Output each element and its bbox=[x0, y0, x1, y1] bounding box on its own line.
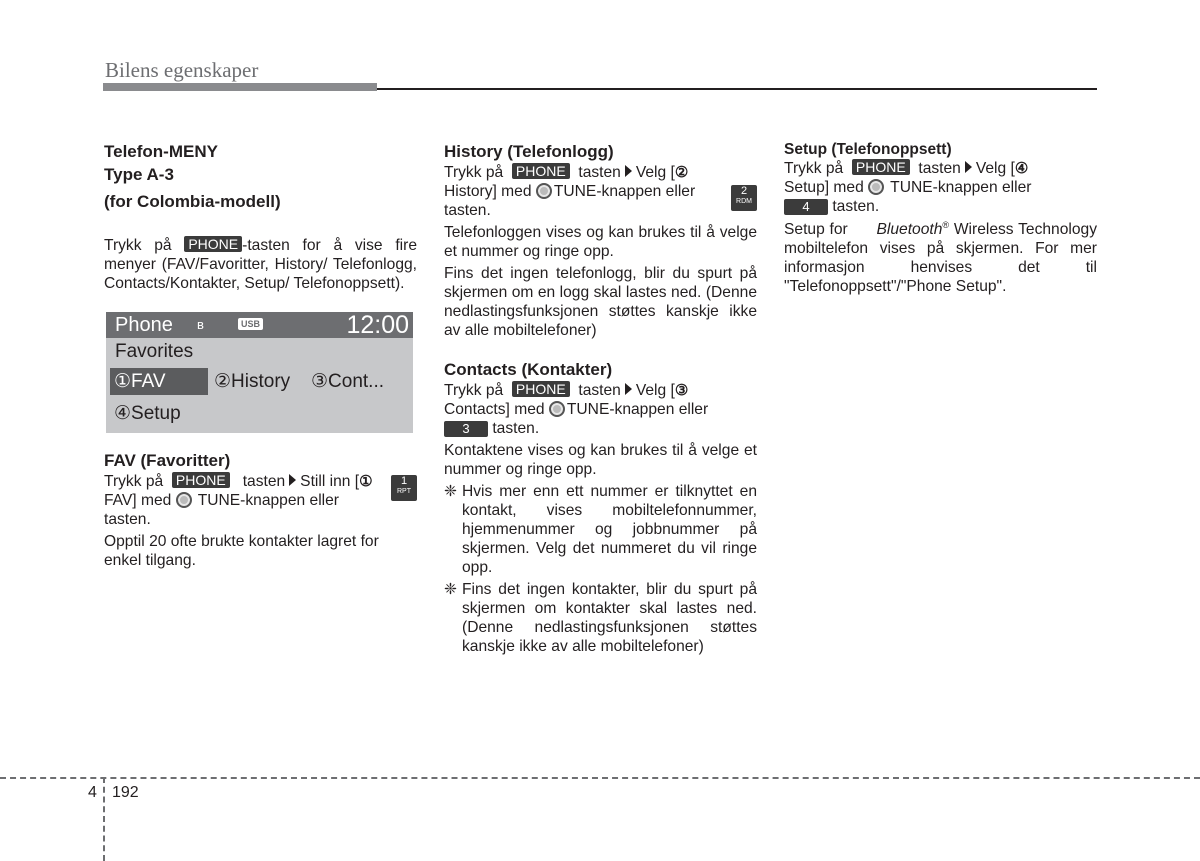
note-mark-icon: ❈ bbox=[444, 483, 458, 500]
fav-paragraph bbox=[104, 472, 417, 529]
intro-text-post: -tasten for å vise fire menyer (FAV/Favoritter, History/ Telefonlogg, Contacts/Kontakter, Setup/ Telefonoppsett). bbox=[104, 237, 417, 292]
fav-text-1: Trykk på bbox=[104, 473, 164, 490]
screen-menu-contacts: ③Cont... bbox=[311, 371, 385, 392]
page-number: 192 bbox=[112, 784, 139, 801]
chapter-number: 4 bbox=[88, 784, 97, 801]
fav-text-6: tasten. bbox=[104, 511, 151, 528]
arrow-right-icon bbox=[625, 165, 632, 177]
bluetooth-icon: ʙ bbox=[197, 317, 204, 332]
phone-key-icon: PHONE bbox=[512, 381, 570, 397]
section-heading-telefon-meny: Telefon-MENY bbox=[104, 142, 218, 161]
setup-text-5: TUNE-knappen eller bbox=[890, 179, 1032, 196]
fav-text-2: tasten bbox=[242, 473, 286, 490]
circled-number-icon: ② bbox=[674, 164, 689, 181]
registered-mark: ® bbox=[942, 220, 950, 230]
phone-key-icon: PHONE bbox=[852, 159, 910, 175]
tune-knob-icon bbox=[868, 179, 884, 195]
setup-text-7d: Wireless Technology mobiltelefon vises på skjermen. For mer informasjon henvises det til "Telefonoppsett"/"Phone Setup". bbox=[784, 221, 1098, 296]
note-text-2: Fins det ingen kontakter, blir du spurt på skjermen om kontakter skal lastes ned. (Denne nedlastingsfunksjonen støttes kanskje ikke av alle mobiltelefoner) bbox=[462, 581, 757, 655]
history-text-3: Velg [ bbox=[635, 164, 675, 181]
history-text-4: History] med bbox=[444, 183, 532, 200]
setup-text-1: Trykk på bbox=[784, 160, 844, 177]
phone-key-icon: PHONE bbox=[172, 472, 230, 488]
fav-text-4: FAV] med bbox=[104, 492, 172, 509]
fav-description: Opptil 20 ofte brukte kontakter lagret for enkel tilgang. bbox=[104, 533, 379, 569]
history-text-2: tasten bbox=[578, 164, 621, 181]
history-paragraph bbox=[444, 163, 757, 220]
intro-text-pre: Trykk på bbox=[104, 237, 172, 254]
contacts-text-1: Trykk på bbox=[444, 382, 504, 399]
setup-text-6: tasten. bbox=[832, 198, 880, 215]
tune-knob-icon bbox=[549, 401, 565, 417]
history-description-1: Telefonloggen vises og kan brukes til å velge et nummer og ringe opp. bbox=[444, 224, 757, 260]
rdm-button-icon bbox=[731, 185, 757, 211]
section-heading-history: History (Telefonlogg) bbox=[444, 142, 614, 161]
page-header-title: Bilens egenskaper bbox=[105, 58, 259, 82]
rpt-button-label: RPT bbox=[397, 488, 411, 495]
circled-number-icon: ③ bbox=[674, 382, 689, 399]
phone-key-icon: PHONE bbox=[184, 236, 242, 252]
arrow-right-icon bbox=[965, 161, 972, 173]
setup-text-7a: Setup for bbox=[784, 221, 848, 239]
tune-knob-icon bbox=[176, 492, 192, 508]
history-text-5: TUNE-knappen eller bbox=[553, 183, 696, 200]
footer-dashed-vertical bbox=[103, 777, 105, 861]
contacts-text-4: Contacts] med bbox=[444, 401, 545, 418]
rpt-button-number: 1 bbox=[400, 475, 408, 487]
header-rule bbox=[377, 88, 1097, 90]
key-4-icon: 4 bbox=[784, 199, 828, 215]
rdm-button-label: RDM bbox=[736, 198, 752, 205]
screen-menu-history: ②History bbox=[214, 371, 291, 392]
setup-text-4: Setup] med bbox=[784, 179, 864, 196]
arrow-right-icon bbox=[289, 474, 296, 486]
contacts-text-5: TUNE-knappen eller bbox=[566, 401, 709, 418]
setup-description bbox=[784, 216, 1097, 296]
setup-paragraph bbox=[784, 159, 1097, 216]
contacts-text-2: tasten bbox=[578, 382, 621, 399]
section-heading-fav: FAV (Favoritter) bbox=[104, 451, 231, 470]
screen-menu-label: Favorites bbox=[115, 341, 194, 362]
column-1 bbox=[104, 140, 417, 570]
phone-key-icon: PHONE bbox=[512, 163, 570, 179]
history-description-2: Fins det ingen telefonlogg, blir du spurt på skjermen om en logg skal lastes ned. (Denne nedlastingsfunksjonen støttes kanskje ikke av alle mobiltelefoner) bbox=[444, 265, 757, 339]
phone-display-screen bbox=[106, 312, 413, 433]
key-3-icon: 3 bbox=[444, 421, 488, 437]
fav-text-5: TUNE-knappen eller bbox=[197, 492, 339, 509]
footer-dashed-rule bbox=[0, 777, 1200, 779]
circled-number-icon: ④ bbox=[1014, 160, 1029, 177]
column-2 bbox=[444, 140, 757, 656]
note-item bbox=[444, 580, 757, 656]
screen-clock: 12:00 bbox=[346, 311, 409, 339]
contacts-paragraph bbox=[444, 381, 757, 438]
note-mark-icon: ❈ bbox=[444, 581, 458, 598]
fav-text-3: Still inn [ bbox=[300, 473, 360, 490]
section-heading-model: (for Colombia-modell) bbox=[104, 192, 281, 211]
note-text-1: Hvis mer enn ett nummer er tilknyttet en kontakt, vises mobiltelefonnummer, hjemmenummer og jobbnummer på skjermen. Velg det nummeret du vil ringe opp. bbox=[462, 483, 757, 576]
circled-number-icon: ① bbox=[359, 473, 373, 490]
rpt-button-icon bbox=[391, 475, 417, 501]
setup-text-2: tasten bbox=[918, 160, 961, 177]
screen-menu-setup: ④Setup bbox=[114, 403, 181, 424]
intro-paragraph bbox=[104, 236, 417, 293]
contacts-text-3: Velg [ bbox=[635, 382, 675, 399]
setup-text-3: Velg [ bbox=[975, 160, 1015, 177]
section-heading-contacts: Contacts (Kontakter) bbox=[444, 360, 613, 379]
section-heading-setup: Setup (Telefonoppsett) bbox=[784, 141, 952, 158]
history-text-1: Trykk på bbox=[444, 164, 504, 181]
setup-text-bluetooth: Bluetooth bbox=[876, 221, 943, 239]
tune-knob-icon bbox=[536, 183, 552, 199]
contacts-text-6: tasten. bbox=[492, 420, 540, 437]
section-heading-type: Type A-3 bbox=[104, 165, 174, 184]
screen-title: Phone bbox=[115, 314, 173, 336]
header-bar bbox=[103, 83, 377, 91]
note-item bbox=[444, 482, 757, 577]
rdm-button-number: 2 bbox=[740, 185, 748, 197]
contacts-description: Kontaktene vises og kan brukes til å velge et nummer og ringe opp. bbox=[444, 442, 757, 478]
column-3 bbox=[784, 140, 1097, 296]
usb-icon: USB bbox=[238, 318, 263, 330]
arrow-right-icon bbox=[625, 383, 632, 395]
screen-menu-fav: ①FAV bbox=[114, 371, 166, 392]
history-text-6: tasten. bbox=[444, 202, 491, 219]
